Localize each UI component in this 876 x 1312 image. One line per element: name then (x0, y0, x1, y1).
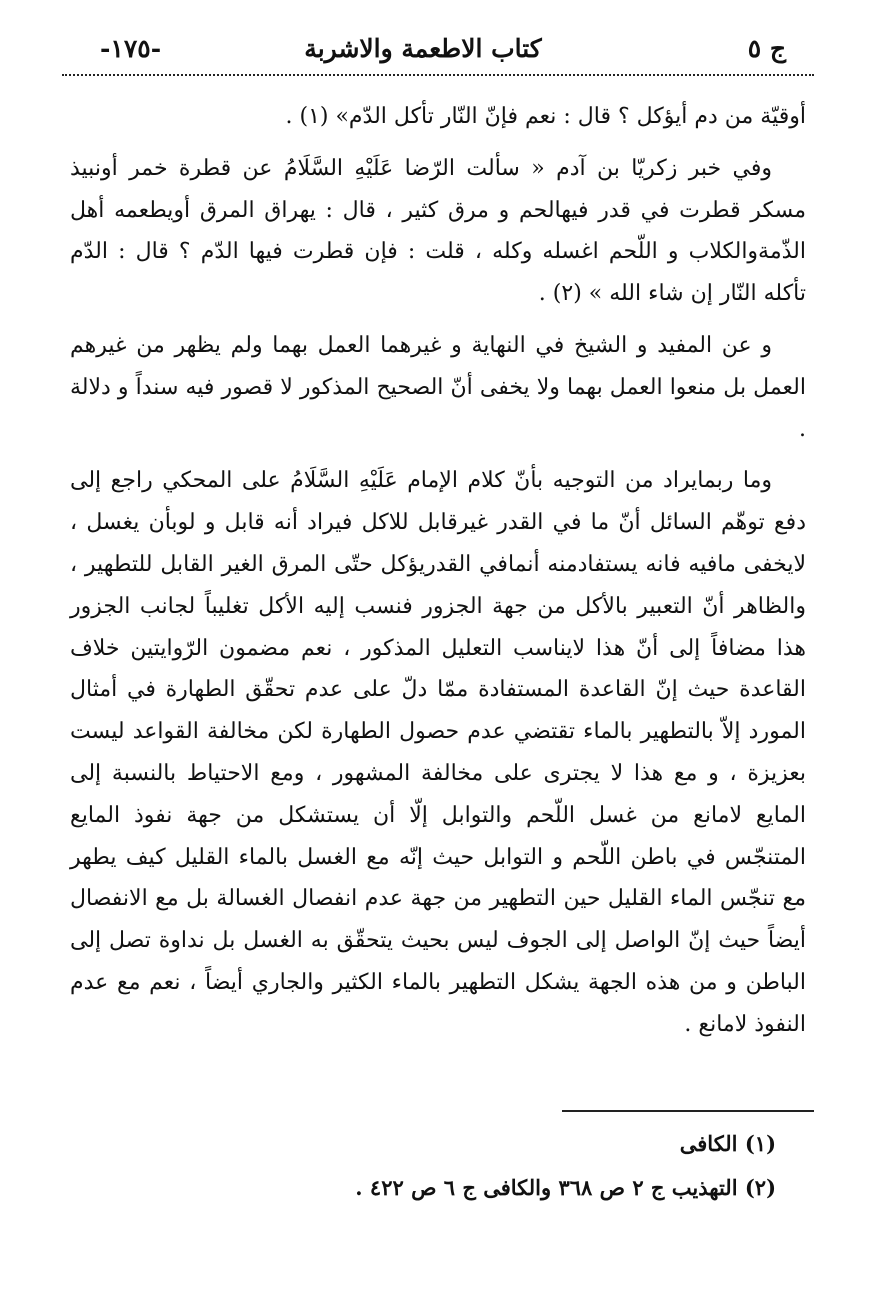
volume-label: ج ٥ (747, 34, 786, 63)
main-text (70, 96, 806, 1056)
header-divider (62, 74, 814, 76)
footnotes (70, 1122, 776, 1210)
paragraph: أوقيّة من دم أيؤكل ؟ قال : نعم فإنّ النّار تأكل الدّم» (١) . (285, 104, 806, 129)
page-number: -١٧٥- (100, 34, 162, 63)
page-header (60, 28, 786, 72)
footnote-divider (562, 1110, 814, 1112)
footnote-1: (١) الكافى (679, 1131, 776, 1156)
footnote-2: (٢) التهذيب ج ٢ ص ٣٦٨ والكافى ج ٦ ص ٤٢٢ . (355, 1175, 776, 1200)
book-title: كتاب الاطعمة والاشربة (304, 34, 542, 63)
paragraph: وفي خبر زكريّا بن آدم « سألت الرّضا عَلَيْهِ السَّلَامُ عن قطرة خمر أونبيذ مسكر قطرت في قدر فيهالحم و مرق كثير ، قال : يهراق المرق أويطعمه أهل الذّمةوالكلاب و اللّحم اغسله وكله ، قلت : فإن قطرت فيها الدّم ؟ قال : الدّم تأكله النّار إن شاء الله » (٢) . (70, 155, 806, 307)
paragraph: وما ربمايراد من التوجيه بأنّ كلام الإمام عَلَيْهِ السَّلَامُ على المحكي راجع إلى دفع توهّم السائل أنّ ما في القدر غيرقابل للاكل فيراد أنه قابل و لوبأن يغسل ، لايخفى مافيه فانه يستفادمنه أنمافي القدريؤكل حتّى المرق الغير القابل للتطهير ، والظاهر أنّ التعبير بالأكل من جهة الجزور فنسب إليه الأكل تغليباً لجانب الجزور هذا مضافاً إلى أنّ هذا لايناسب التعليل المذكور ، نعم مضمون الرّوايتين خلاف القاعدة حيث إنّ القاعدة المستفادة ممّا دلّ على عدم تحقّق الطهارة في أمثال المورد إلاّ بالتطهير بالماء تقتضي عدم حصول الطهارة لكن مخالفة القواعد ليست بعزيزة ، و مع هذا لا يجترى على مخالفة المشهور ، ومع الاحتياط بالنسبة إلى المايع لامانع من غسل اللّحم والتوابل إلّا أن يستشكل من جهة نفوذ المايع المتنجّس في باطن اللّحم و التوابل حيث إنّه مع الغسل بالماء القليل كيف يطهر مع تنجّس الماء القليل حين التطهير من جهة عدم انفصال الغسالة بل مع الانفصال أيضاً حيث إنّ الواصل إلى الجوف ليس بحيث يتحقّق به الغسل بل نداوة تصل إلى الباطن و من هذه الجهة يشكل التطهير بالماء الكثير والجاري أيضاً ، نعم مع عدم النفوذ لامانع . (70, 468, 806, 1037)
paragraph: و عن المفيد و الشيخ في النهاية و غيرهما العمل بهما ولم يظهر من غيرهم العمل بل منعوا العمل بهما ولا يخفى أنّ الصحيح المذكور لا قصور فيه سنداً و دلالة . (70, 332, 806, 442)
